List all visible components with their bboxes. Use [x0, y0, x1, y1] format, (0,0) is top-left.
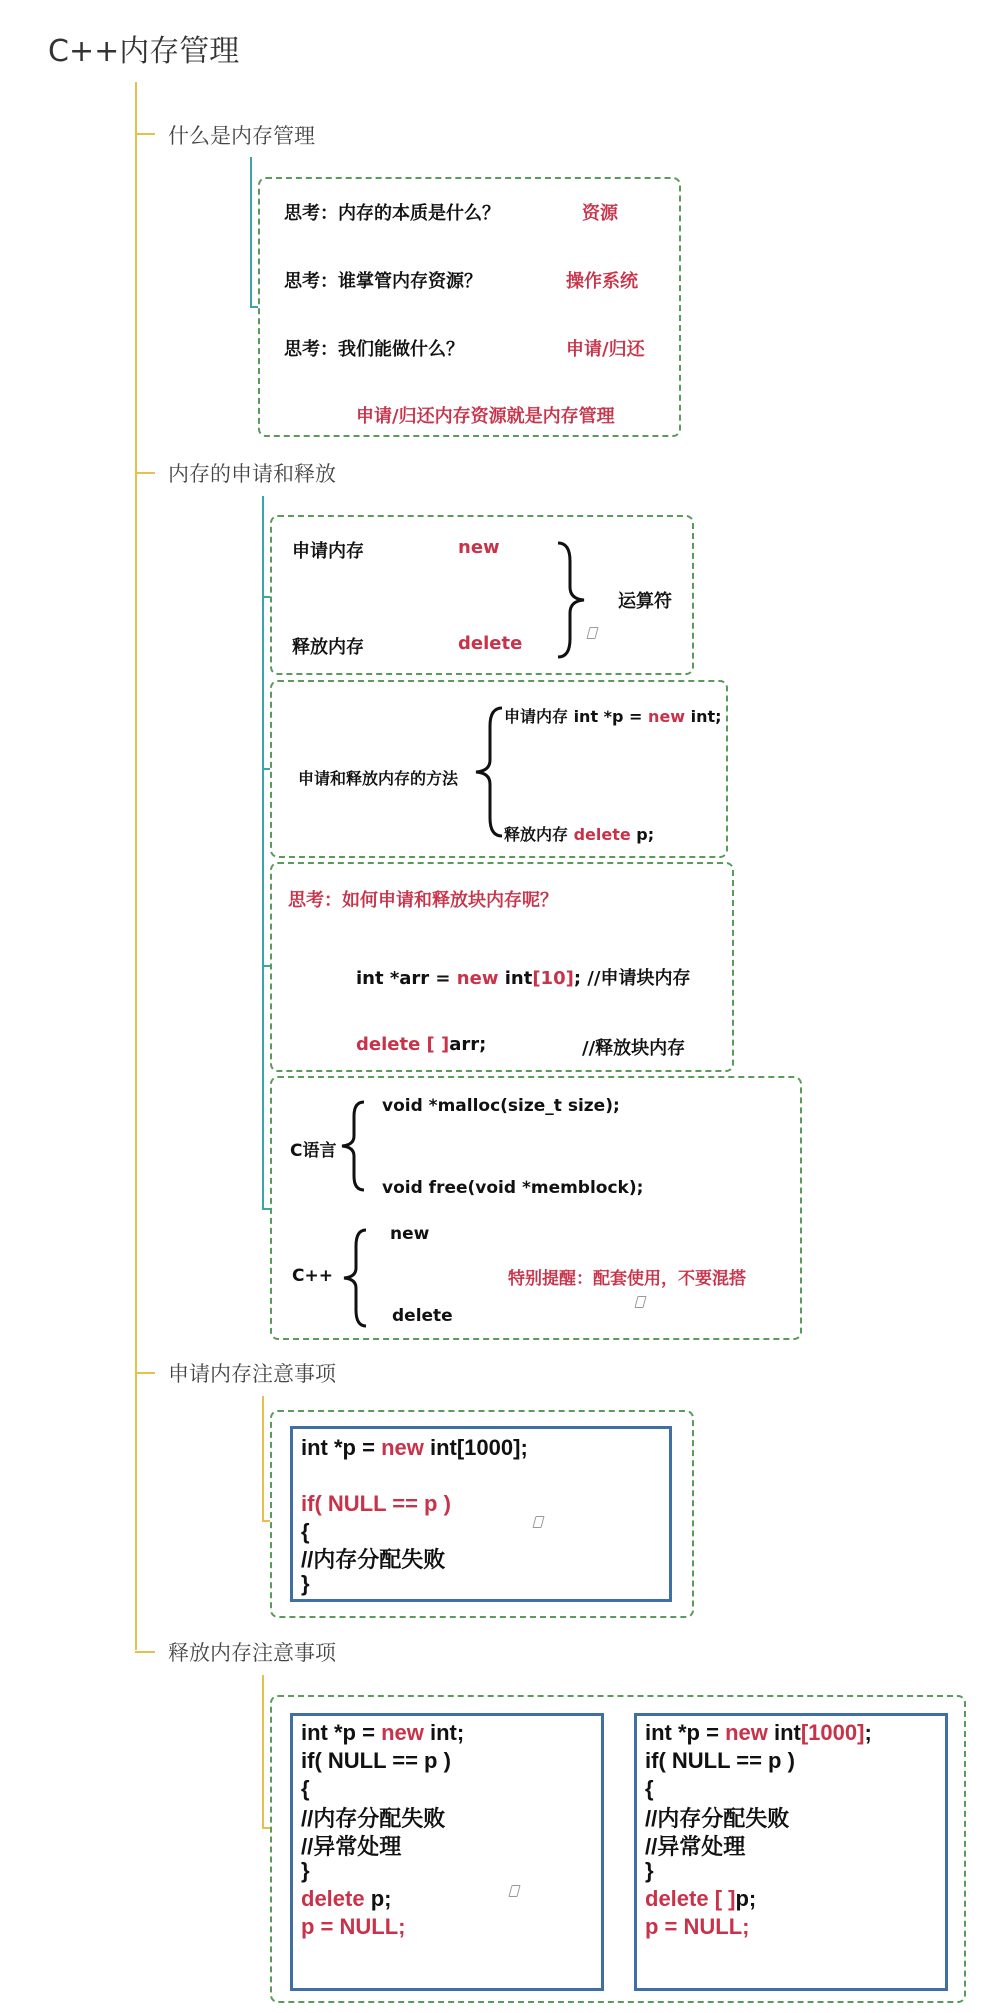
branch-alloc-notes[interactable]: 申请内存注意事项 [168, 1362, 336, 1386]
question-what-we-do: 思考：我们能做什么？ [284, 339, 464, 360]
left-brace-icon [338, 1098, 368, 1194]
code-line: int *p = new int[1000]; [645, 1720, 872, 1745]
code-line: if( NULL == p ) [645, 1748, 795, 1773]
reminder-text: 特别提醒：配套使用，不要混搭 [508, 1269, 746, 1289]
block-question: 思考：如何申请和释放块内存呢？ [288, 890, 558, 911]
left-brace-icon [472, 704, 506, 840]
code-line: { [301, 1519, 310, 1544]
branch-free-notes[interactable]: 释放内存注意事项 [168, 1641, 336, 1665]
code-block-free-array [634, 1713, 948, 1991]
answer-apply-return: 申请/归还 [566, 339, 645, 360]
method-label: 申请和释放内存的方法 [298, 769, 459, 788]
sub-connector [250, 157, 252, 307]
right-brace-icon [554, 539, 590, 661]
code-line: { [645, 1776, 654, 1801]
card-memory-essence [258, 177, 681, 437]
alloc-memory-label: 申请内存 [292, 541, 364, 562]
branch-connector [135, 1651, 155, 1653]
card-free-notes [270, 1695, 966, 2003]
alloc-method-line: 申请内存 int *p = new int; [504, 707, 722, 726]
code-line: int *p = new int; [301, 1720, 465, 1745]
cursor-icon [586, 627, 598, 639]
card-methods [270, 680, 728, 858]
branch-connector [135, 1372, 155, 1374]
code-line: if( NULL == p ) [301, 1748, 451, 1773]
code-block-free-single [290, 1713, 604, 1991]
free-memory-label: 释放内存 [292, 637, 364, 658]
code-line: } [645, 1858, 654, 1883]
code-line: { [301, 1776, 310, 1801]
code-line: p = NULL; [645, 1914, 750, 1939]
code-line: delete p; [301, 1886, 392, 1911]
cursor-icon [634, 1296, 646, 1308]
code-line: //内存分配失败 [301, 1806, 446, 1831]
delete-keyword: delete [458, 633, 523, 654]
c-language-label: C语言 [290, 1141, 337, 1161]
branch-alloc-and-free[interactable]: 内存的申请和释放 [168, 462, 336, 486]
branch-what-is-memory-management[interactable]: 什么是内存管理 [168, 124, 315, 148]
block-alloc-line: int *arr = new int[10]; //申请块内存 [356, 968, 691, 989]
question-essence: 思考：内存的本质是什么？ [284, 203, 500, 224]
code-line: //内存分配失败 [645, 1806, 790, 1831]
card-operators [270, 515, 694, 675]
code-block-alloc [290, 1426, 672, 1602]
code-line: delete [ ]p; [645, 1886, 757, 1911]
free-method-line: 释放内存 delete p; [504, 825, 655, 844]
code-line: //异常处理 [301, 1834, 402, 1859]
sub-connector [262, 1396, 264, 1520]
code-line: p = NULL; [301, 1914, 406, 1939]
card-c-vs-cpp [270, 1076, 802, 1340]
summary-text: 申请/归还内存资源就是内存管理 [356, 406, 615, 427]
answer-resource: 资源 [582, 203, 618, 224]
code-line: } [301, 1858, 310, 1883]
trunk-line [135, 82, 137, 1650]
branch-connector [135, 133, 155, 135]
code-line: //内存分配失败 [301, 1547, 446, 1572]
card-block-memory [270, 862, 734, 1072]
operator-label: 运算符 [618, 591, 672, 612]
answer-os: 操作系统 [566, 271, 638, 292]
code-line: //异常处理 [645, 1834, 746, 1859]
cpp-label: C++ [292, 1266, 333, 1286]
branch-connector [135, 472, 155, 474]
block-free-line: delete [ ]arr; [356, 1034, 487, 1055]
new-keyword: new [458, 537, 500, 558]
page-title: C++内存管理 [48, 34, 240, 69]
malloc-signature: void *malloc(size_t size); [382, 1096, 620, 1116]
card-alloc-notes [270, 1410, 694, 1618]
sub-connector [262, 1675, 264, 1827]
cpp-delete: delete [392, 1306, 453, 1326]
left-brace-icon [340, 1226, 370, 1330]
code-line: if( NULL == p ) [301, 1491, 451, 1516]
question-who-controls: 思考：谁掌管内存资源？ [284, 271, 482, 292]
code-line: } [301, 1571, 310, 1596]
cpp-new: new [390, 1224, 430, 1244]
sub-connector [262, 496, 264, 1209]
code-line: int *p = new int[1000]; [301, 1435, 528, 1460]
free-signature: void free(void *memblock); [382, 1178, 644, 1198]
block-free-comment: //释放块内存 [582, 1038, 686, 1059]
